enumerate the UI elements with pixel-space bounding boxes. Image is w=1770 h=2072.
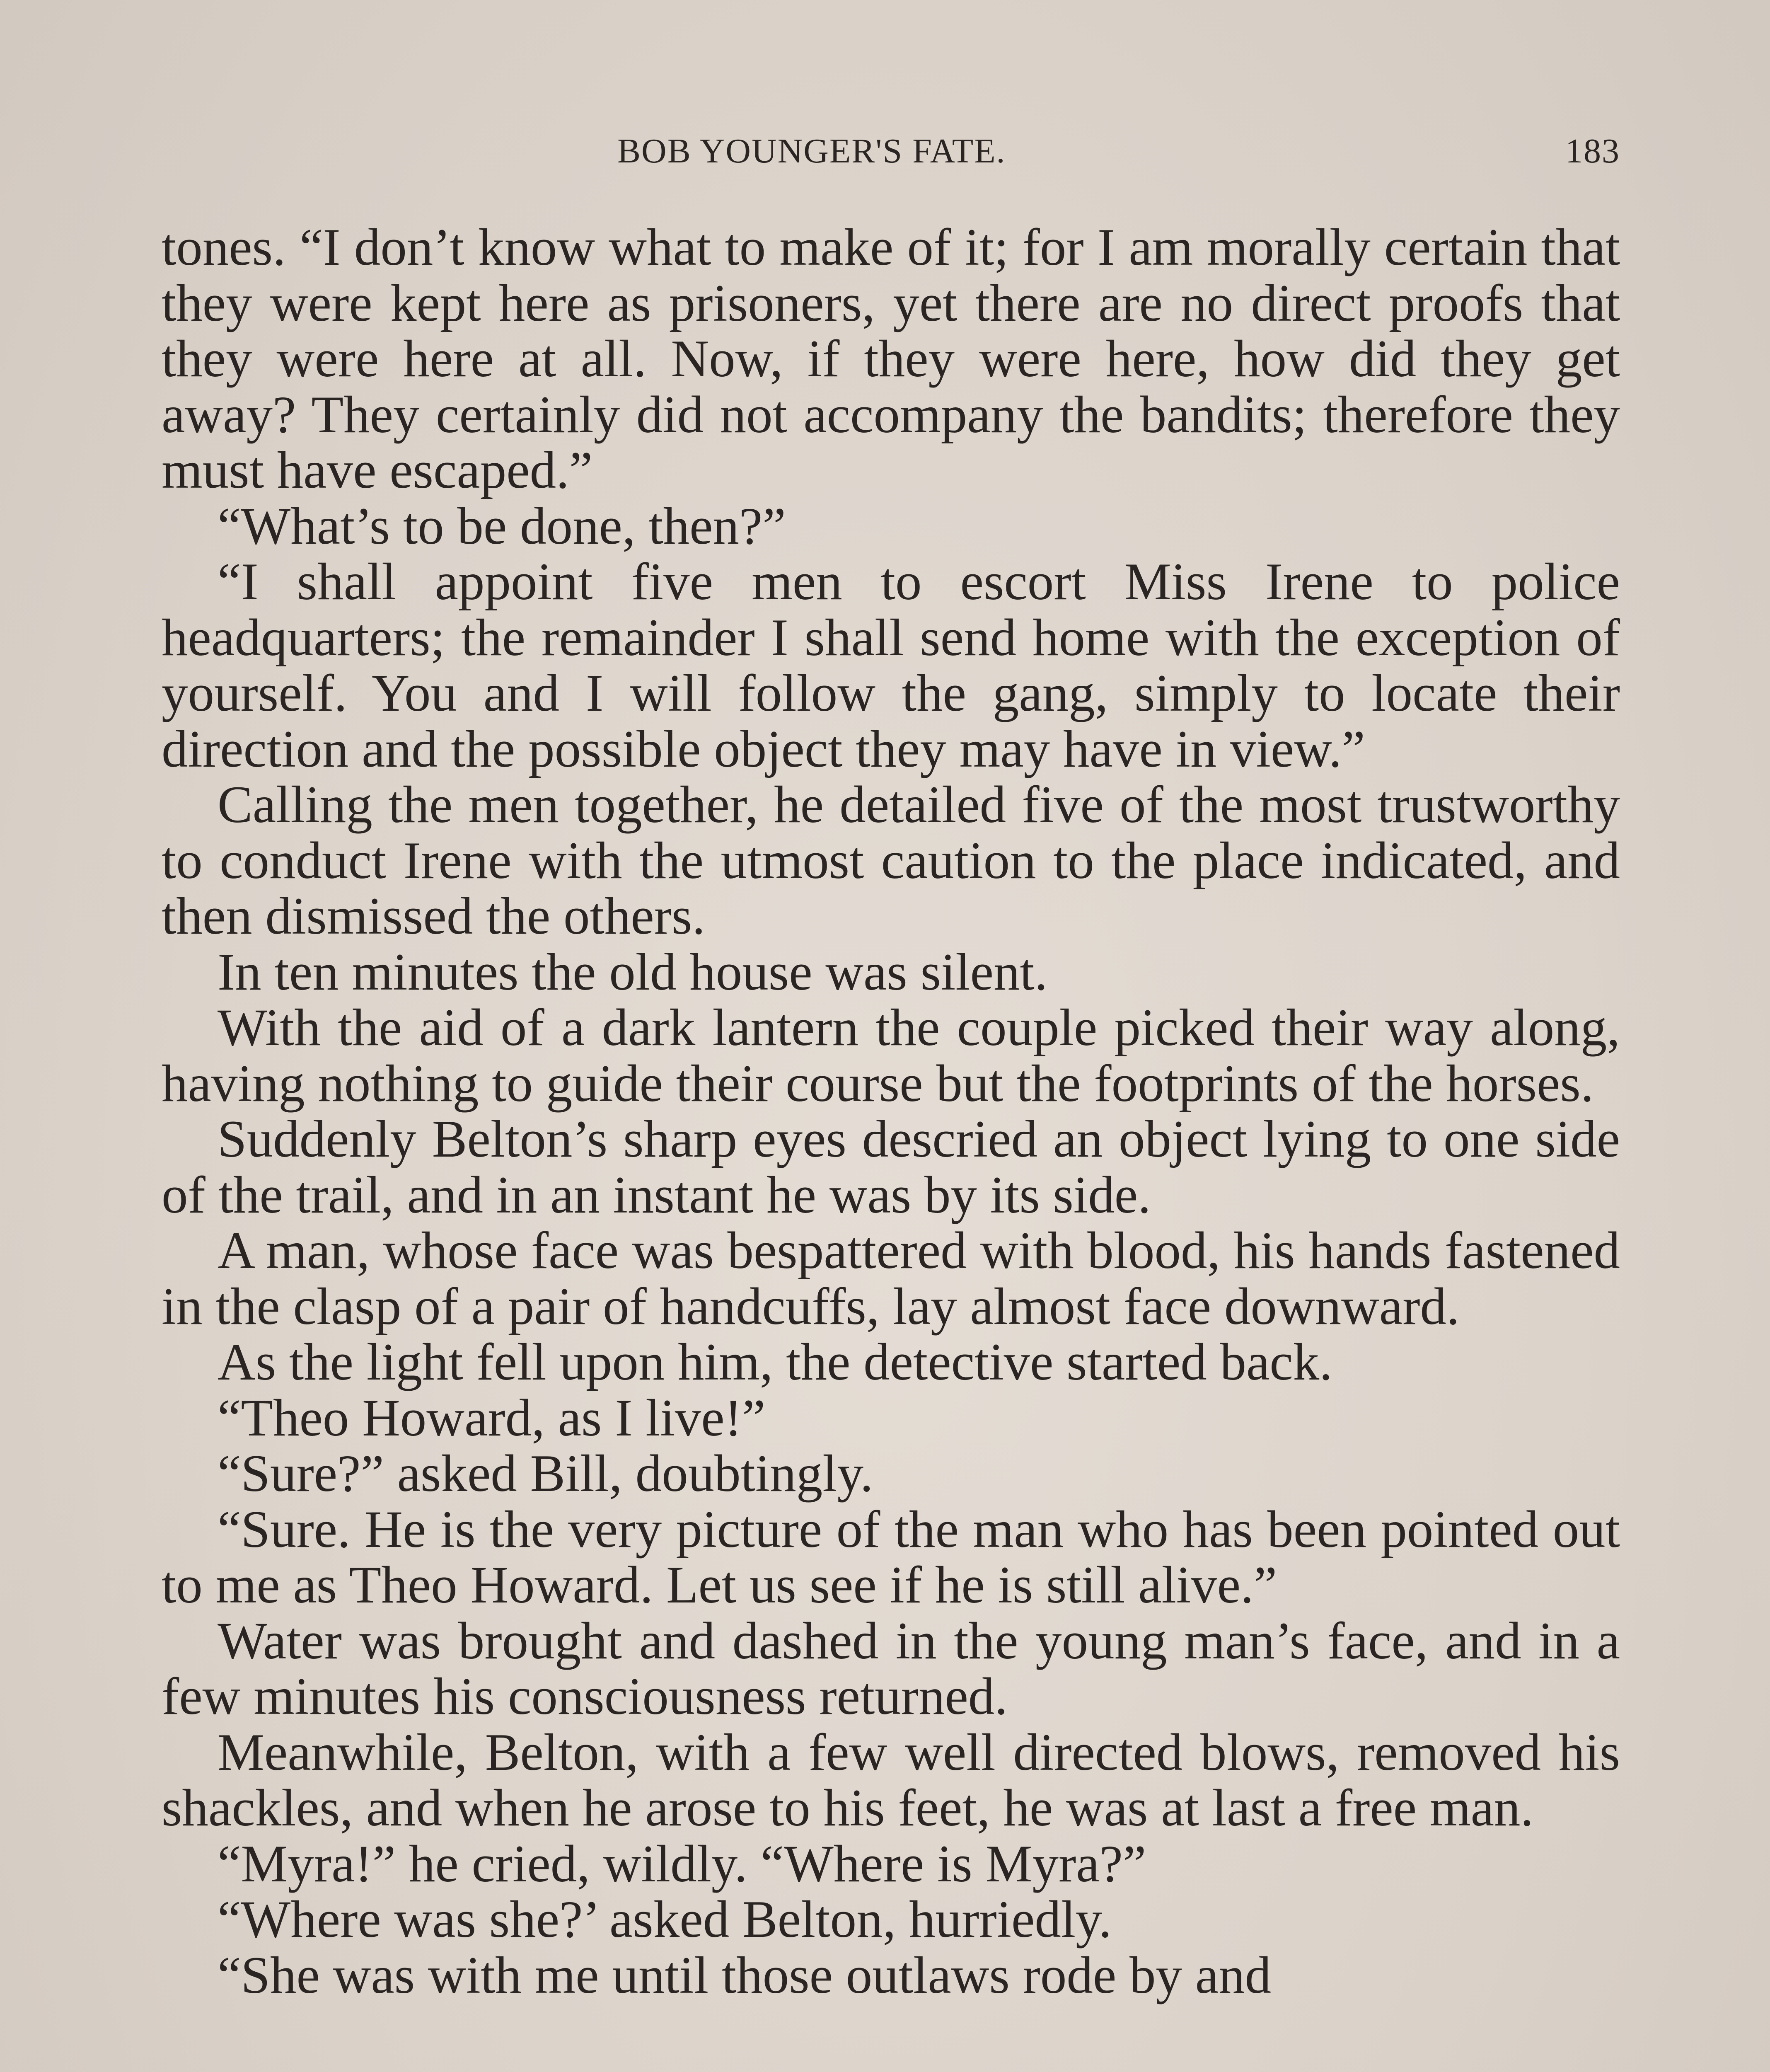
paragraph: A man, whose face was bespattered with blood, his hands fastened in the clasp of a pair of handcuffs, lay almost face downward. [162, 1222, 1620, 1336]
paragraph: “She was with me until those outlaws rode by and [218, 1946, 1272, 2004]
paragraph: “Sure. He is the very picture of the man who has been pointed out to me as Theo Howard. Let us see if he is still alive.” [162, 1500, 1620, 1614]
page-number: 183 [1565, 132, 1620, 170]
paragraph: Water was brought and dashed in the young man’s face, and in a few minutes his consciousness returned. [162, 1612, 1620, 1726]
paragraph: “What’s to be done, then?” [218, 497, 786, 555]
paragraph: With the aid of a dark lantern the couple picked their way along, having nothing to guide their course but the footprints of the horses. [162, 999, 1620, 1113]
paragraph-continued: tones. “I don’t know what to make of it; for I am morally certain that they were kept here as prisoners, yet there are no direct proofs that they were here at all. Now, if they were here, how did they get away? They certainly did not accompany the bandits; therefore they must have escaped.” [162, 218, 1620, 499]
running-title: BOB YOUNGER'S FATE. [617, 132, 1006, 170]
paragraph: “Sure?” asked Bill, doubtingly. [218, 1445, 873, 1503]
paragraph: Meanwhile, Belton, with a few well directed blows, removed his shackles, and when he arose to his feet, he was at last a free man. [162, 1723, 1620, 1837]
paragraph: “Myra!” he cried, wildly. “Where is Myra?” [218, 1835, 1146, 1893]
paragraph: “Where was she?’ asked Belton, hurriedly. [218, 1890, 1112, 1949]
paragraph: “I shall appoint five men to escort Miss Irene to police headquarters; the remainder I shall send home with the exception of yourself. You and I will follow the gang, simply to locate their direction and the possible object they may have in view.” [162, 553, 1620, 778]
paragraph: In ten minutes the old house was silent. [218, 943, 1048, 1001]
paragraph: As the light fell upon him, the detective started back. [218, 1333, 1332, 1391]
paragraph: Calling the men together, he detailed five of the most trustworthy to conduct Irene with the utmost caution to the place indicated, and then dismissed the others. [162, 776, 1620, 945]
paragraph: Suddenly Belton’s sharp eyes descried an object lying to one side of the trail, and in an instant he was by its side. [162, 1110, 1620, 1224]
paragraph: “Theo Howard, as I live!” [218, 1389, 766, 1447]
running-head [162, 124, 1620, 178]
body-text [162, 220, 1620, 2003]
